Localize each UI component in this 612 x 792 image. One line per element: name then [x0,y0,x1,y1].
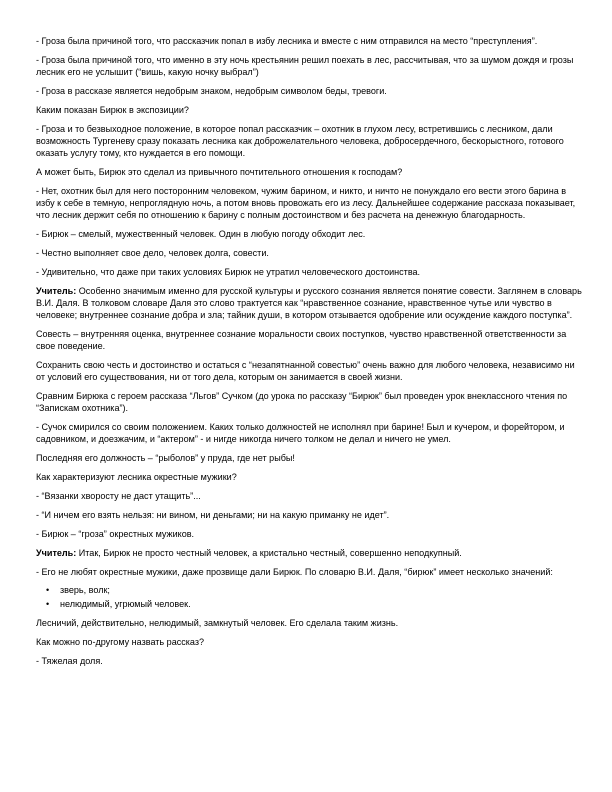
paragraph-compare-suchok: Сравним Бирюка с героем рассказа “Льгов” Сучком (до урока по рассказу “Бирюк” был проведен урок внеклассного чтения по “Запискам охотника”). [36,391,568,413]
list-item-text: зверь, волк; [60,585,110,595]
paragraph-conscience-definition: Совесть – внутренняя оценка, внутреннее сознание моральности своих поступков, чувство нравственной ответственности за свое поведение. [36,329,567,351]
paragraph-last-job: Последняя его должность – “рыболов” у пруда, где нет рыбы! [36,453,295,463]
paragraph-nickname: - Его не любят окрестные мужики, даже прозвище дали Бирюк. По словарю В.И. Даля, “бирюк” имеет несколько значений: [36,567,553,577]
paragraph-habit-answer: - Нет, охотник был для него посторонним человеком, чужим барином, и никто, и ничто не понуждало его вести этого барина в избу к себе в темную, непроглядную ночь, а потом вновь провожать его из лесу. Дальнейшее содержание рассказа показывает, что лесник держит себя по отношению к барину с полным достоинством и без расчета на денежную благодарность. [36,186,576,220]
paragraph-storm-symbol: - Гроза в рассказе является недобрым знаком, недобрым символом беды, тревоги. [36,86,387,96]
paragraph-teacher-conscience [36,285,586,321]
paragraph-brave: - Бирюк – смелый, мужественный человек. Один в любую погоду обходит лес. [36,229,366,239]
paragraph-quote-bribe: - “И ничем его взять нельзя: ни вином, ни деньгами; ни на какую приманку не идет”. [36,510,390,520]
paragraph-exposition-answer: - Гроза и то безвыходное положение, в которое попал рассказчик – охотник в глухом лесу, встретившись с лесником, дали возможность Тургеневу сразу показать лесника как доброжелательного человека, добросердечного, бескорыстного, готового оказать услугу тому, кто нуждается в его помощи. [36,124,564,158]
question-habit: А может быть, Бирюк это сделал из привычного почтительного отношения к господам? [36,167,403,177]
paragraph-storm-cause-peasant: - Гроза была причиной того, что именно в эту ночь крестьянин решил поехать в лес, рассчитывая, что за шумом дождя и грозы лесник его не услышит (“вишь, какую ночку выбрал”) [36,55,574,77]
list-item [36,584,586,596]
meanings-list [36,584,586,610]
paragraph-suchok: - Сучок смирился со своим положением. Каких только должностей не исполнял при барине! Был и кучером, и форейтором, и садовником, и доезжачим, и “актером” - и нигде никогда ничего толком не делал и ничего не умел. [36,422,565,444]
paragraph-duty: - Честно выполняет свое дело, человек долга, совести. [36,248,269,258]
question-exposition: Каким показан Бирюк в экспозиции? [36,105,189,115]
list-item [36,598,586,610]
bullet-icon: • [46,585,50,595]
teacher-label: Учитель: [36,286,77,296]
list-item-text: нелюдимый, угрюмый человек. [60,599,191,609]
question-rename: Как можно по-другому назвать рассказ? [36,637,205,647]
paragraph-honor: Сохранить свою честь и достоинство и остаться с “незапятнанной совестью” очень важно для любого человека, независимо ни от условий его существования, ни от того дела, которым он занимается в своей жизни. [36,360,575,382]
paragraph-storm-cause-narrator: - Гроза была причиной того, что рассказчик попал в избу лесника и вместе с ним отправился на место “преступления”. [36,36,538,46]
bullet-icon: • [46,599,50,609]
paragraph-quote-brushwood: - “Вязанки хворосту не даст утащить”... [36,491,201,501]
teacher-label: Учитель: [36,548,77,558]
paragraph-thunder-of-peasants: - Бирюк – “гроза” окрестных мужиков. [36,529,195,539]
paragraph-forester-life: Лесничий, действительно, нелюдимый, замкнутый человек. Его сделала таким жизнь. [36,618,399,628]
paragraph-teacher-honest [36,547,586,559]
question-peasants: Как характеризуют лесника окрестные мужики? [36,472,237,482]
teacher-conscience-text: Особенно значимым именно для русской культуры и русского сознания является понятие совести. Заглянем в словарь В.И. Даля. В толковом словаре Даля это слово трактуется как “нравственное сознание, нравственное чутье или чувство в человеке; внутреннее сознание добра и зла; тайник души, в котором отзывается одобрение или осуждение каждого поступка”. [36,286,582,320]
teacher-honest-text: Итак, Бирюк не просто честный человек, а кристально честный, совершенно неподкупный. [76,548,462,558]
paragraph-hard-fate: - Тяжелая доля. [36,656,103,666]
document-page [36,35,586,674]
paragraph-dignity: - Удивительно, что даже при таких условиях Бирюк не утратил человеческого достоинства. [36,267,421,277]
